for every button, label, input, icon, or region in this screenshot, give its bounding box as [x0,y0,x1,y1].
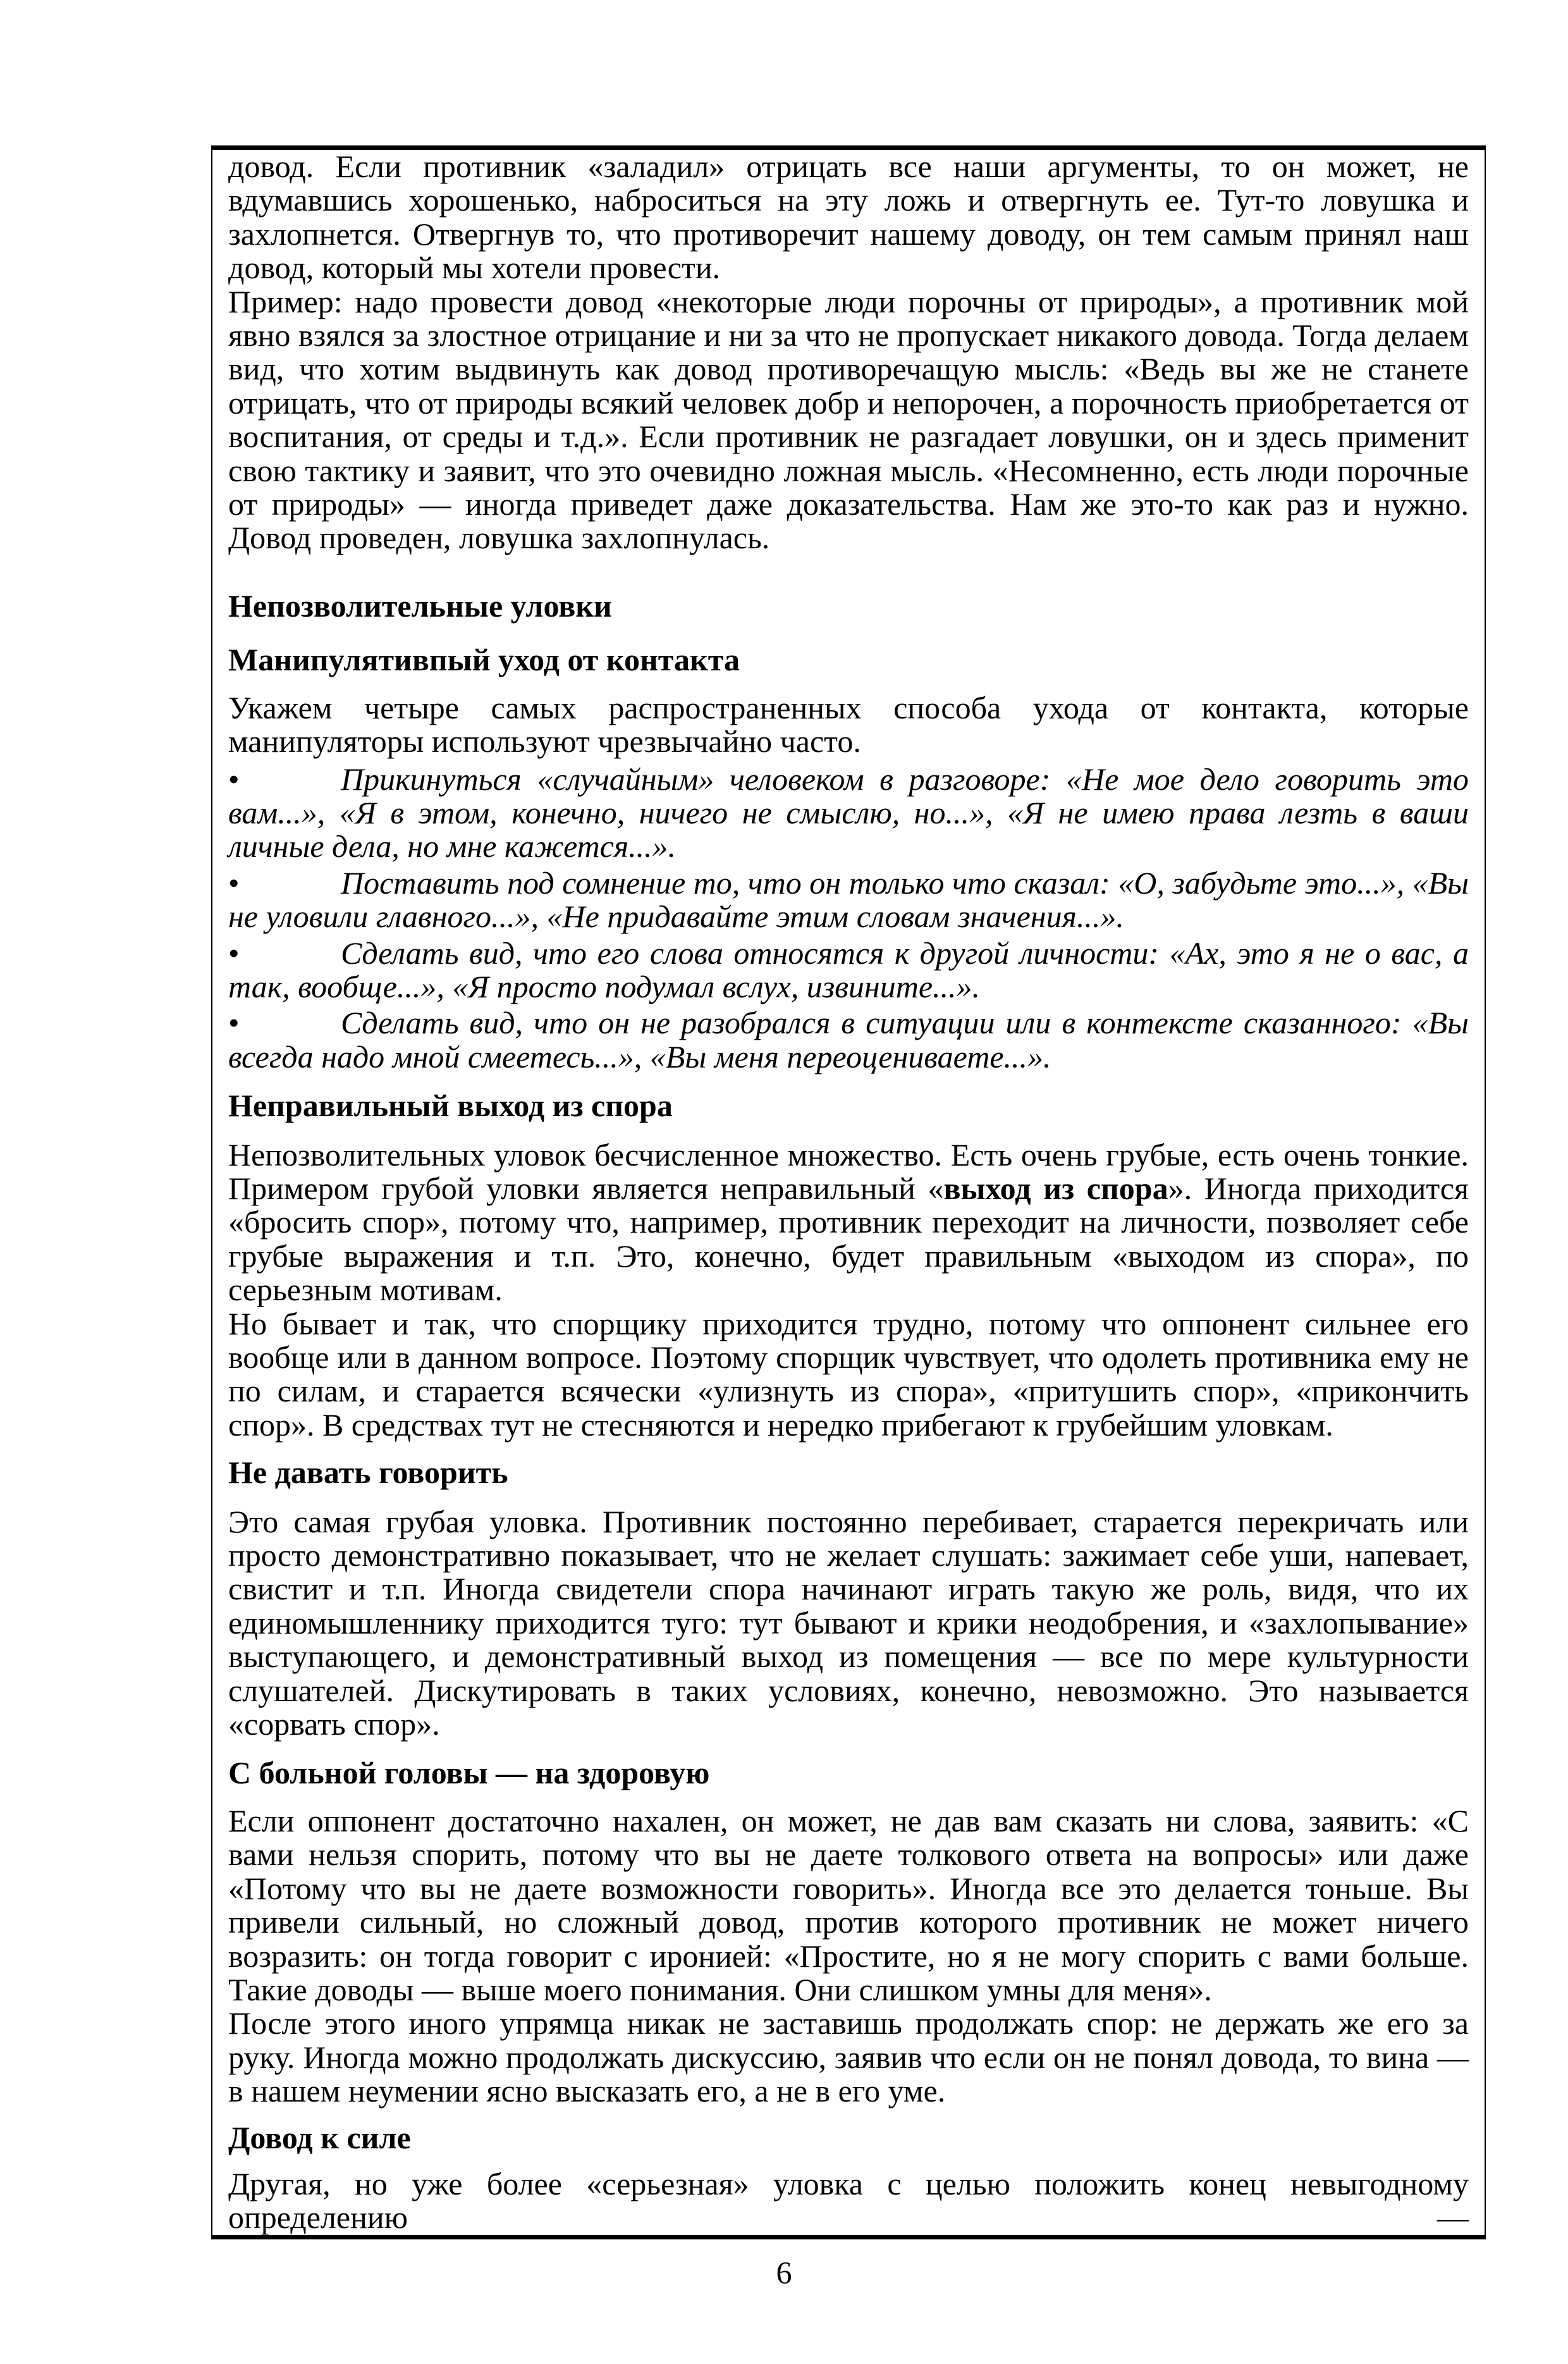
subsection-heading: Неправильный выход из спора [228,1088,673,1124]
bullet-icon: • [228,761,240,797]
bullet-icon: • [228,935,240,971]
paragraph: довод. Если противник «заладил» отрицать все наши аргументы, то он может, не вдумавшись хорошенько, наброситься на эту ложь и отвергнуть ее. Тут-то ловушка и захлопнется. Отвергнув то, что противоречит нашему доводу, он тем самым принял наш довод, который мы хотели провести. [228,149,1469,286]
bullet-item [228,866,1469,934]
paragraph: Это самая грубая уловка. Противник постоянно перебивает, старается перекричать или просто демонстративно показывает, что не желает слушать: зажимает себе уши, напевает, свистит и т.п. Иногда свидетели спора начинают играть такую же роль, видя, что их единомышленнику приходится туго: тут бывают и крики неодобрения, и «захлопывание» выступающего, и демонстративный выход из помещения — все по мере культурности слушателей. Дискутировать в таких условиях, конечно, невозможно. Это называется «сорвать спор». [228,1503,1469,1742]
bullet-icon: • [228,865,240,901]
bullet-text: Прикинуться «случайным» человеком в разговоре: «Не мое дело говорить это вам...», «Я в этом, конечно, ничего не смыслю, но...», «Я не имею права лезть в ваши личные дела, но мне кажется...». [228,761,1469,865]
paragraph: Другая, но уже более «серьезная» уловка с целью положить конец невыгодному определению — [228,2165,1469,2236]
bullet-item [228,763,1469,864]
section-heading: Непозволительные уловки [228,588,612,624]
bullet-text: Сделать вид, что его слова относятся к другой личности: «Ах, это я не о вас, а так, вообще...», «Я просто подумал вслух, извините...». [228,935,1469,1004]
paragraph: Но бывает и так, что спорщику приходится трудно, потому что оппонент сильнее его вообще или в данном вопросе. Поэтому спорщик чувствует, что одолеть противника ему не по силам, и старается всячески «улизнуть из спора», «притушить спор», «прикончить спор». В средствах тут не стесняются и нередко прибегают к грубейшим уловкам. [228,1305,1469,1443]
paragraph-text: ». Иногда приходится «бросить спор», потому что, например, противник переходит на личности, позволяет себе грубые выражения и т.п. Это, конечно, будет правильным «выходом из спора», по серьезным мотивам. [228,1170,1469,1308]
bullet-item [228,937,1469,1004]
bold-phrase: выход из спора [943,1170,1168,1206]
subsection-heading: Манипулятивпый уход от контакта [228,642,740,678]
bullet-text: Сделать вид, что он не разобрался в ситуации или в контексте сказанного: «Вы всегда надо мной смеетесь...», «Вы меня переоцениваете...». [228,1005,1469,1074]
page-number: 6 [776,2254,792,2290]
text-frame [211,145,1486,2239]
paragraph: После этого иного упрямца никак не заставишь продолжать спор: не держать же его за руку. Иногда можно продолжать дискуссию, заявив что если он не понял довода, то вина — в нашем неумении ясно высказать его, а не в его уме. [228,2005,1469,2109]
subsection-heading: С больной головы — на здоровую [228,1755,710,1791]
subsection-heading: Не давать говорить [228,1455,508,1491]
paragraph: Если оппонент достаточно нахален, он может, не дав вам сказать ни слова, заявить: «С вами нельзя спорить, потому что вы не даете толкового ответа на вопросы» или даже «Потому что вы не даете возможности говорить». Иногда все это делается тоньше. Вы привели сильный, но сложный довод, против которого противник не может ничего возразить: он тогда говорит с иронией: «Простите, но я не могу спорить с вами больше. Такие доводы — выше моего понимания. Они слишком умны для меня». [228,1802,1469,2007]
bullet-icon: • [228,1005,240,1041]
bullet-text: Поставить под сомнение то, что он только что сказал: «О, забудьте это...», «Вы не уловили главного...», «Не придавайте этим словам значения...». [228,865,1469,935]
paragraph-text: Непозволительных уловок бесчисленное множество. Есть очень грубые, есть очень тонкие. Примером грубой уловки является неправильный « [228,1136,1469,1206]
subsection-heading: Довод к силе [228,2119,411,2155]
paragraph: Укажем четыре самых распространенных способа ухода от контакта, которые манипуляторы используют чрезвычайно часто. [228,689,1469,760]
bullet-item [228,1006,1469,1074]
paragraph [228,1138,1469,1307]
paragraph: Пример: надо провести довод «некоторые люди порочны от природы», а противник мой явно взялся за злостное отрицание и ни за что не пропускает никакого довода. Тогда делаем вид, что хотим выдвинуть как довод противоречащую мысль: «Ведь вы же не станете отрицать, что от природы всякий человек добр и непорочен, а порочность приобретается от воспитания, от среды и т.д.». Если противник не разгадает ловушки, он и здесь применит свою тактику и заявит, что это очевидно ложная мысль. «Несомненно, есть люди порочные от природы» — иногда приведет даже доказательства. Нам же это-то как раз и нужно. Довод проведен, ловушка захлопнулась. [228,283,1469,556]
